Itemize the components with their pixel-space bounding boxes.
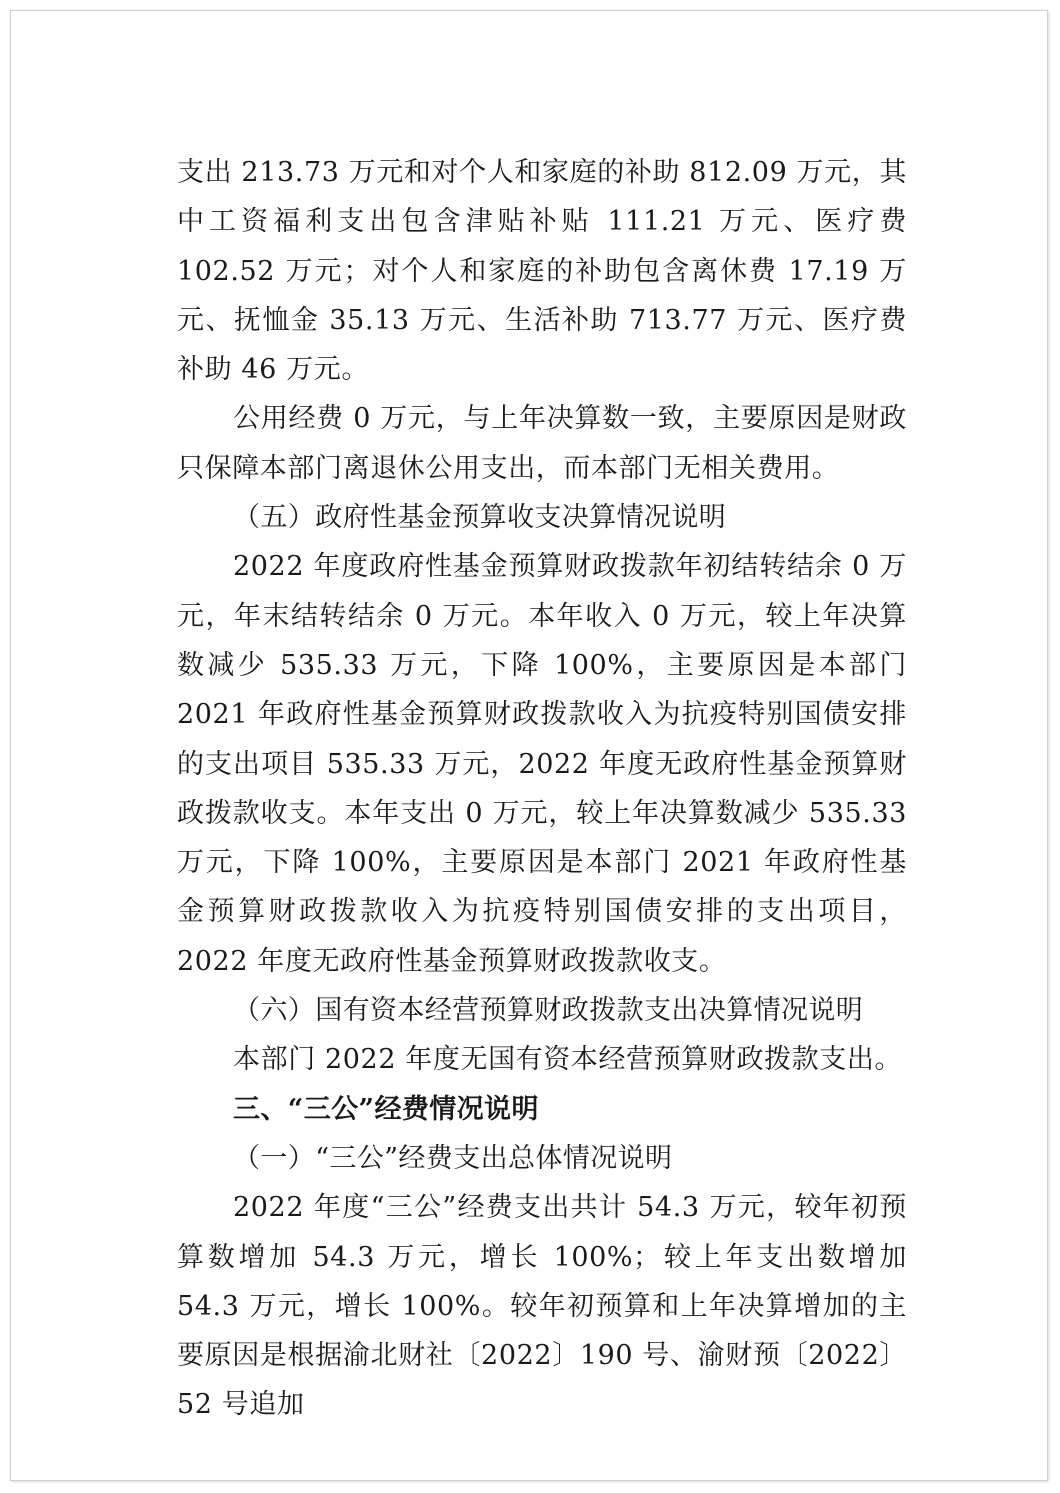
document-body (177, 148, 907, 1430)
heading-government-fund-budget: （五）政府性基金预算收支决算情况说明 (233, 502, 727, 534)
paragraph-state-capital-budget: 本部门 2022 年度无国有资本经营预算财政拨款支出。 (233, 1044, 903, 1076)
heading-three-public-expenses: 三、“三公”经费情况说明 (233, 1093, 539, 1125)
paragraph-personnel-expenses: 支出 213.73 万元和对个人和家庭的补助 812.09 万元，其中工资福利支出包含津贴补贴 111.21 万元、医疗费 102.52 万元；对个人和家庭的补助包含离休费 17.19 万元、抚恤金 35.13 万元、生活补助 713.77 万元、医疗费补助 46 万元。 (177, 157, 907, 386)
paragraph-public-expenses: 公用经费 0 万元，与上年决算数一致，主要原因是财政只保障本部门离退休公用支出，而本部门无相关费用。 (177, 403, 907, 484)
document-page (10, 10, 1048, 1481)
paragraph-government-fund-budget: 2022 年度政府性基金预算财政拨款年初结转结余 0 万元，年末结转结余 0 万元。本年收入 0 万元，较上年决算数减少 535.33 万元，下降 100%，主要原因是本部门 2021 年政府性基金预算财政拨款收入为抗疫特别国债安排的支出项目 535.33 万元，2022 年度无政府性基金预算财政拨款收支。本年支出 0 万元，较上年决算数减少 535.33 万元，下降 100%，主要原因是本部门 2021 年政府性基金预算财政拨款收入为抗疫特别国债安排的支出项目，2022 年度无政府性基金预算财政拨款收支。 (177, 551, 907, 977)
paragraph-three-public-overall: 2022 年度“三公”经费支出共计 54.3 万元，较年初预算数增加 54.3 万元，增长 100%；较上年支出数增加 54.3 万元，增长 100%。较年初预算和上年决算增加的主要原因是根据渝北财社〔2022〕190 号、渝财预〔2022〕52 号追加 (177, 1192, 907, 1421)
heading-state-capital-budget: （六）国有资本经营预算财政拨款支出决算情况说明 (233, 995, 864, 1027)
heading-three-public-overall: （一）“三公”经费支出总体情况说明 (233, 1142, 673, 1174)
